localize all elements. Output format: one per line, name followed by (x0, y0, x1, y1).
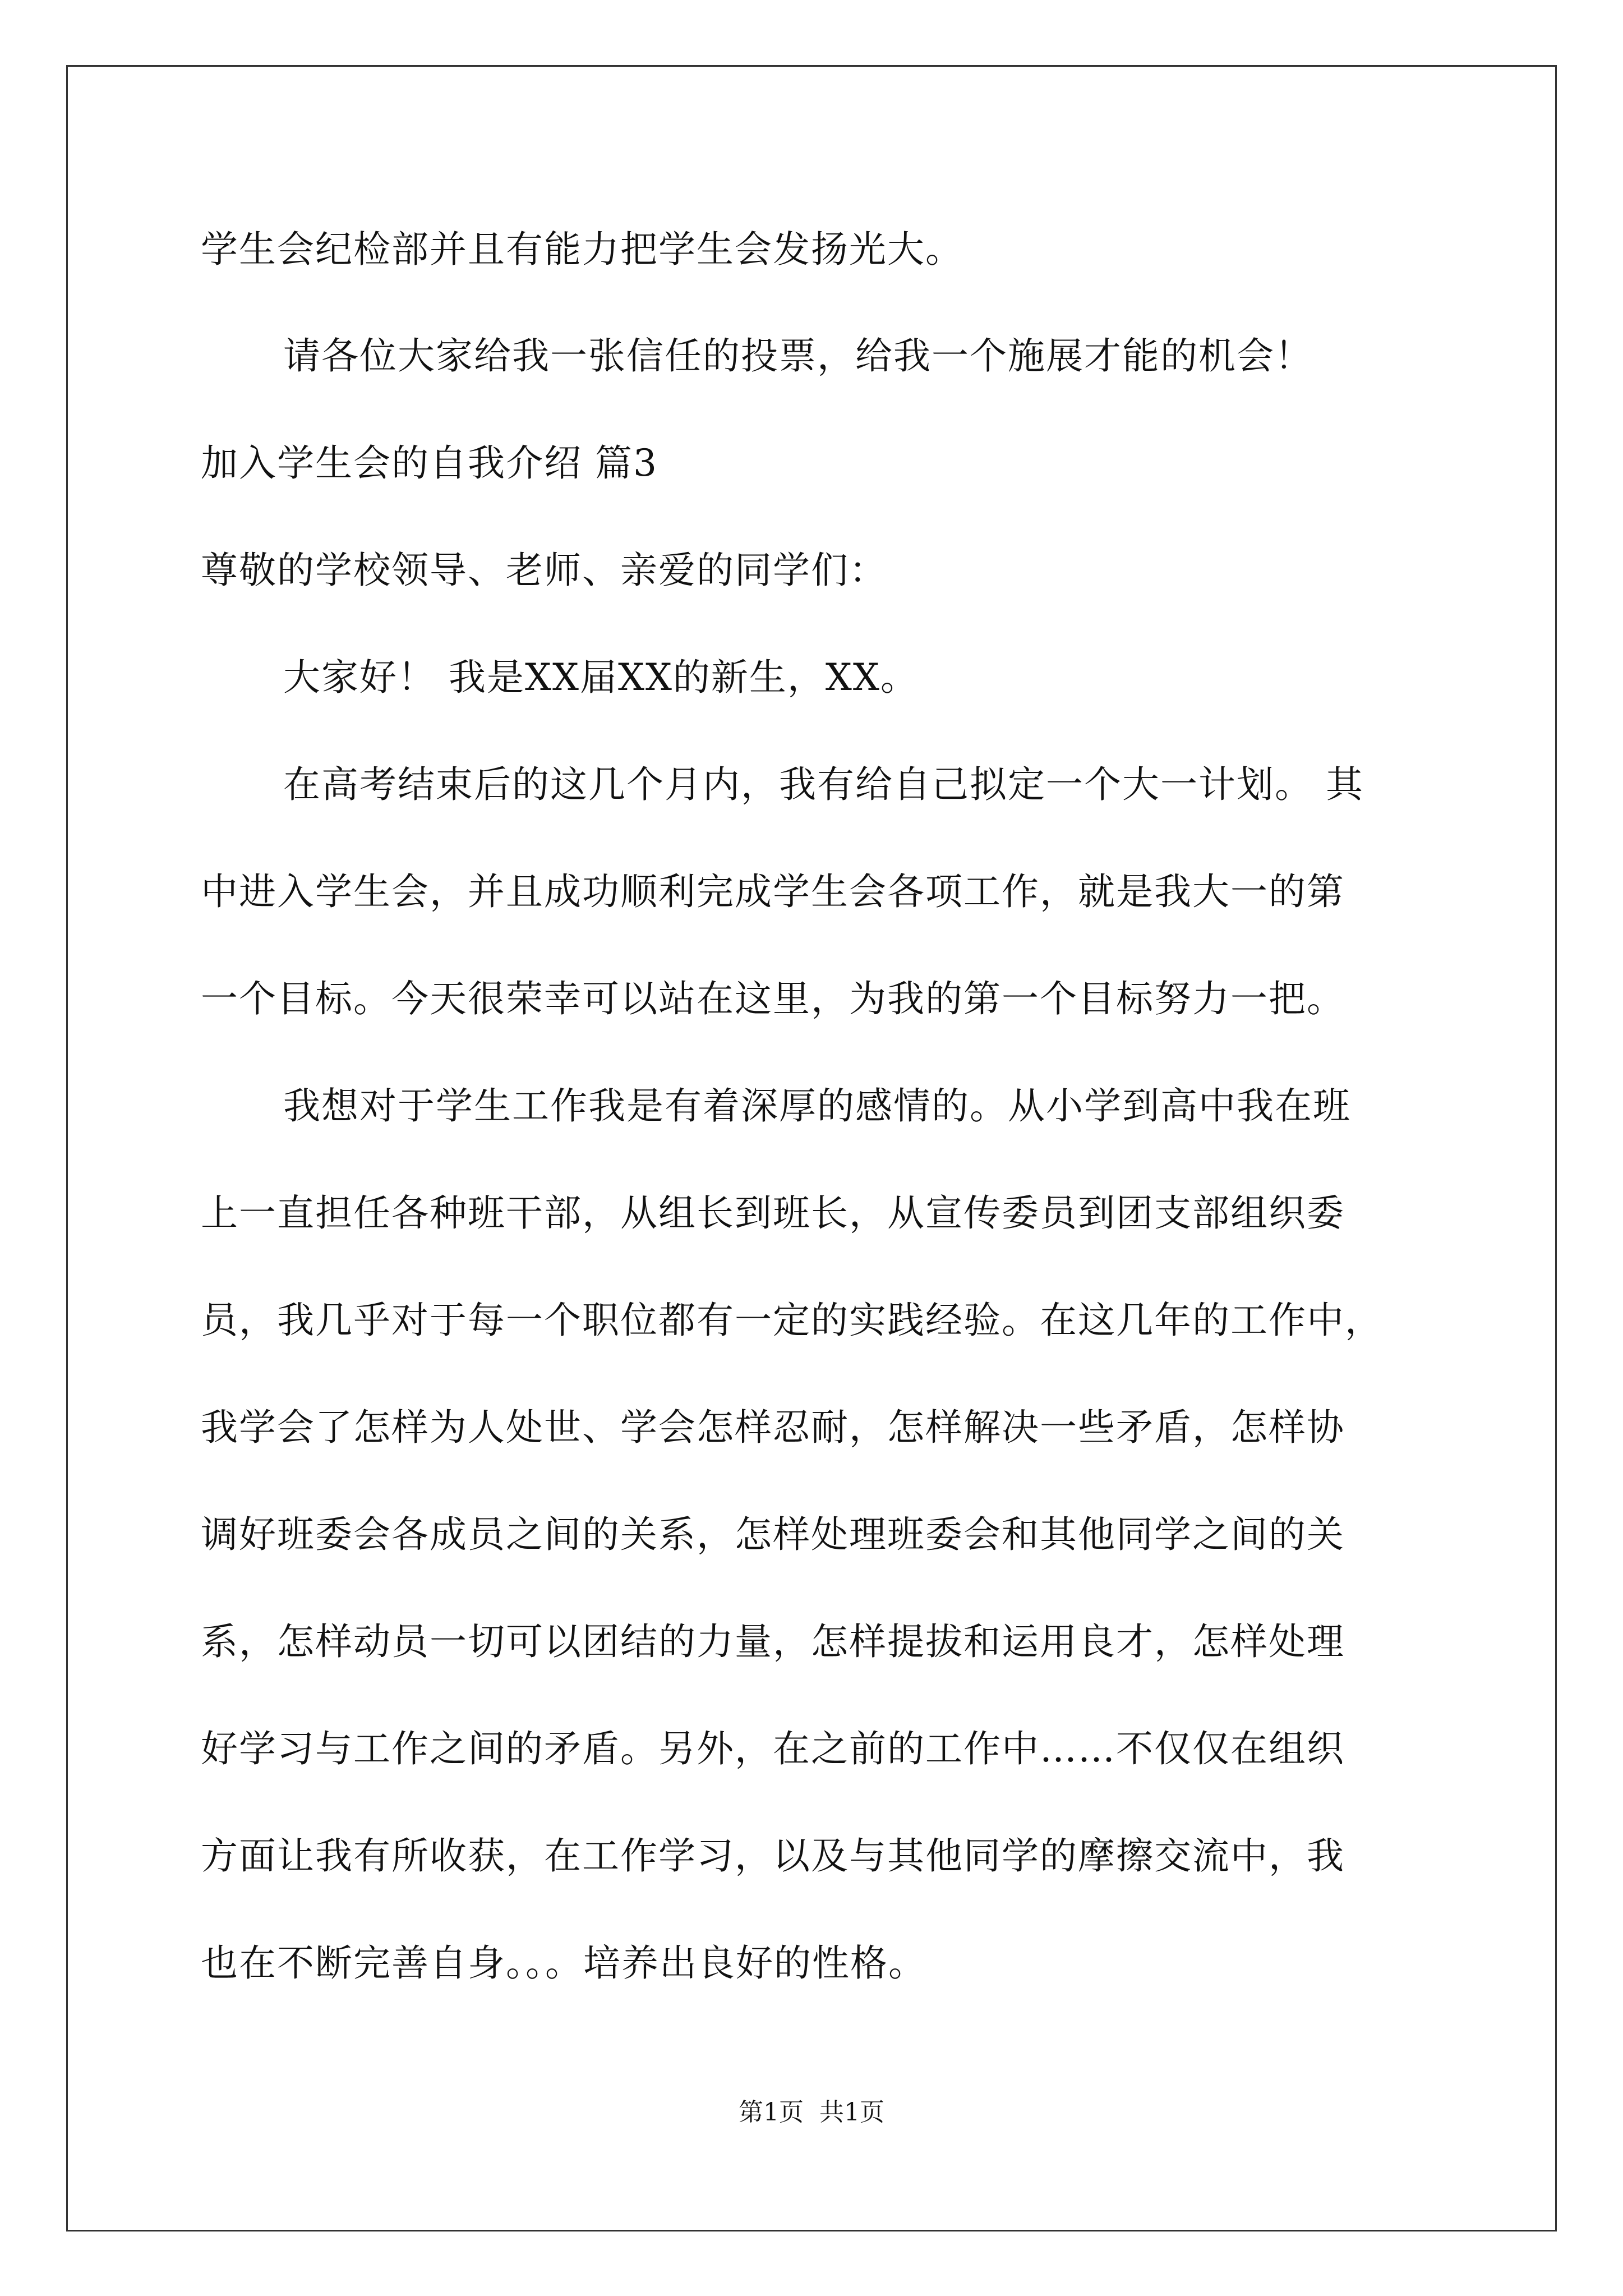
section-heading: 加入学生会的自我介绍 篇3 (201, 441, 658, 485)
body-line: 我学会了怎样为人处世、学会怎样忍耐，怎样解决一些矛盾，怎样协 (201, 1406, 1345, 1449)
body-line: 系，怎样动员一切可以团结的力量，怎样提拔和运用良才，怎样处理 (201, 1620, 1345, 1663)
body-line: 员，我几乎对于每一个职位都有一定的实践经验。在这几年的工作中， (201, 1299, 1383, 1342)
body-line: 一个目标。今天很荣幸可以站在这里，为我的第一个目标努力一把。 (201, 977, 1345, 1020)
body-line: 好学习与工作之间的矛盾。另外，在之前的工作中……不仅仅在组织 (201, 1727, 1345, 1770)
body-line: 也在不断完善自身。。。培养出良好的性格。 (201, 1941, 926, 1985)
body-line: 大家好！ 我是XX届XX的新生，XX。 (283, 656, 919, 699)
page-border (66, 65, 1557, 2231)
body-line: 我想对于学生工作我是有着深厚的感情的。从小学到高中我在班 (283, 1084, 1351, 1128)
salutation: 尊敬的学校领导、老师、亲爱的同学们： (201, 549, 887, 592)
body-line: 中进入学生会，并且成功顺利完成学生会各项工作，就是我大一的第 (201, 870, 1345, 913)
body-line: 方面让我有所收获，在工作学习，以及与其他同学的摩擦交流中，我 (201, 1834, 1345, 1878)
body-line: 学生会纪检部并且有能力把学生会发扬光大。 (201, 228, 963, 271)
body-line: 在高考结束后的这几个月内，我有给自己拟定一个大一计划。 其 (283, 763, 1364, 806)
body-line: 上一直担任各种班干部，从组长到班长，从宣传委员到团支部组织委 (201, 1191, 1345, 1235)
page-number-footer: 第1页 共1页 (739, 2098, 884, 2127)
body-line: 请各位大家给我一张信任的投票，给我一个施展才能的机会！ (283, 334, 1313, 378)
body-line: 调好班委会各成员之间的关系，怎样处理班委会和其他同学之间的关 (201, 1513, 1345, 1556)
